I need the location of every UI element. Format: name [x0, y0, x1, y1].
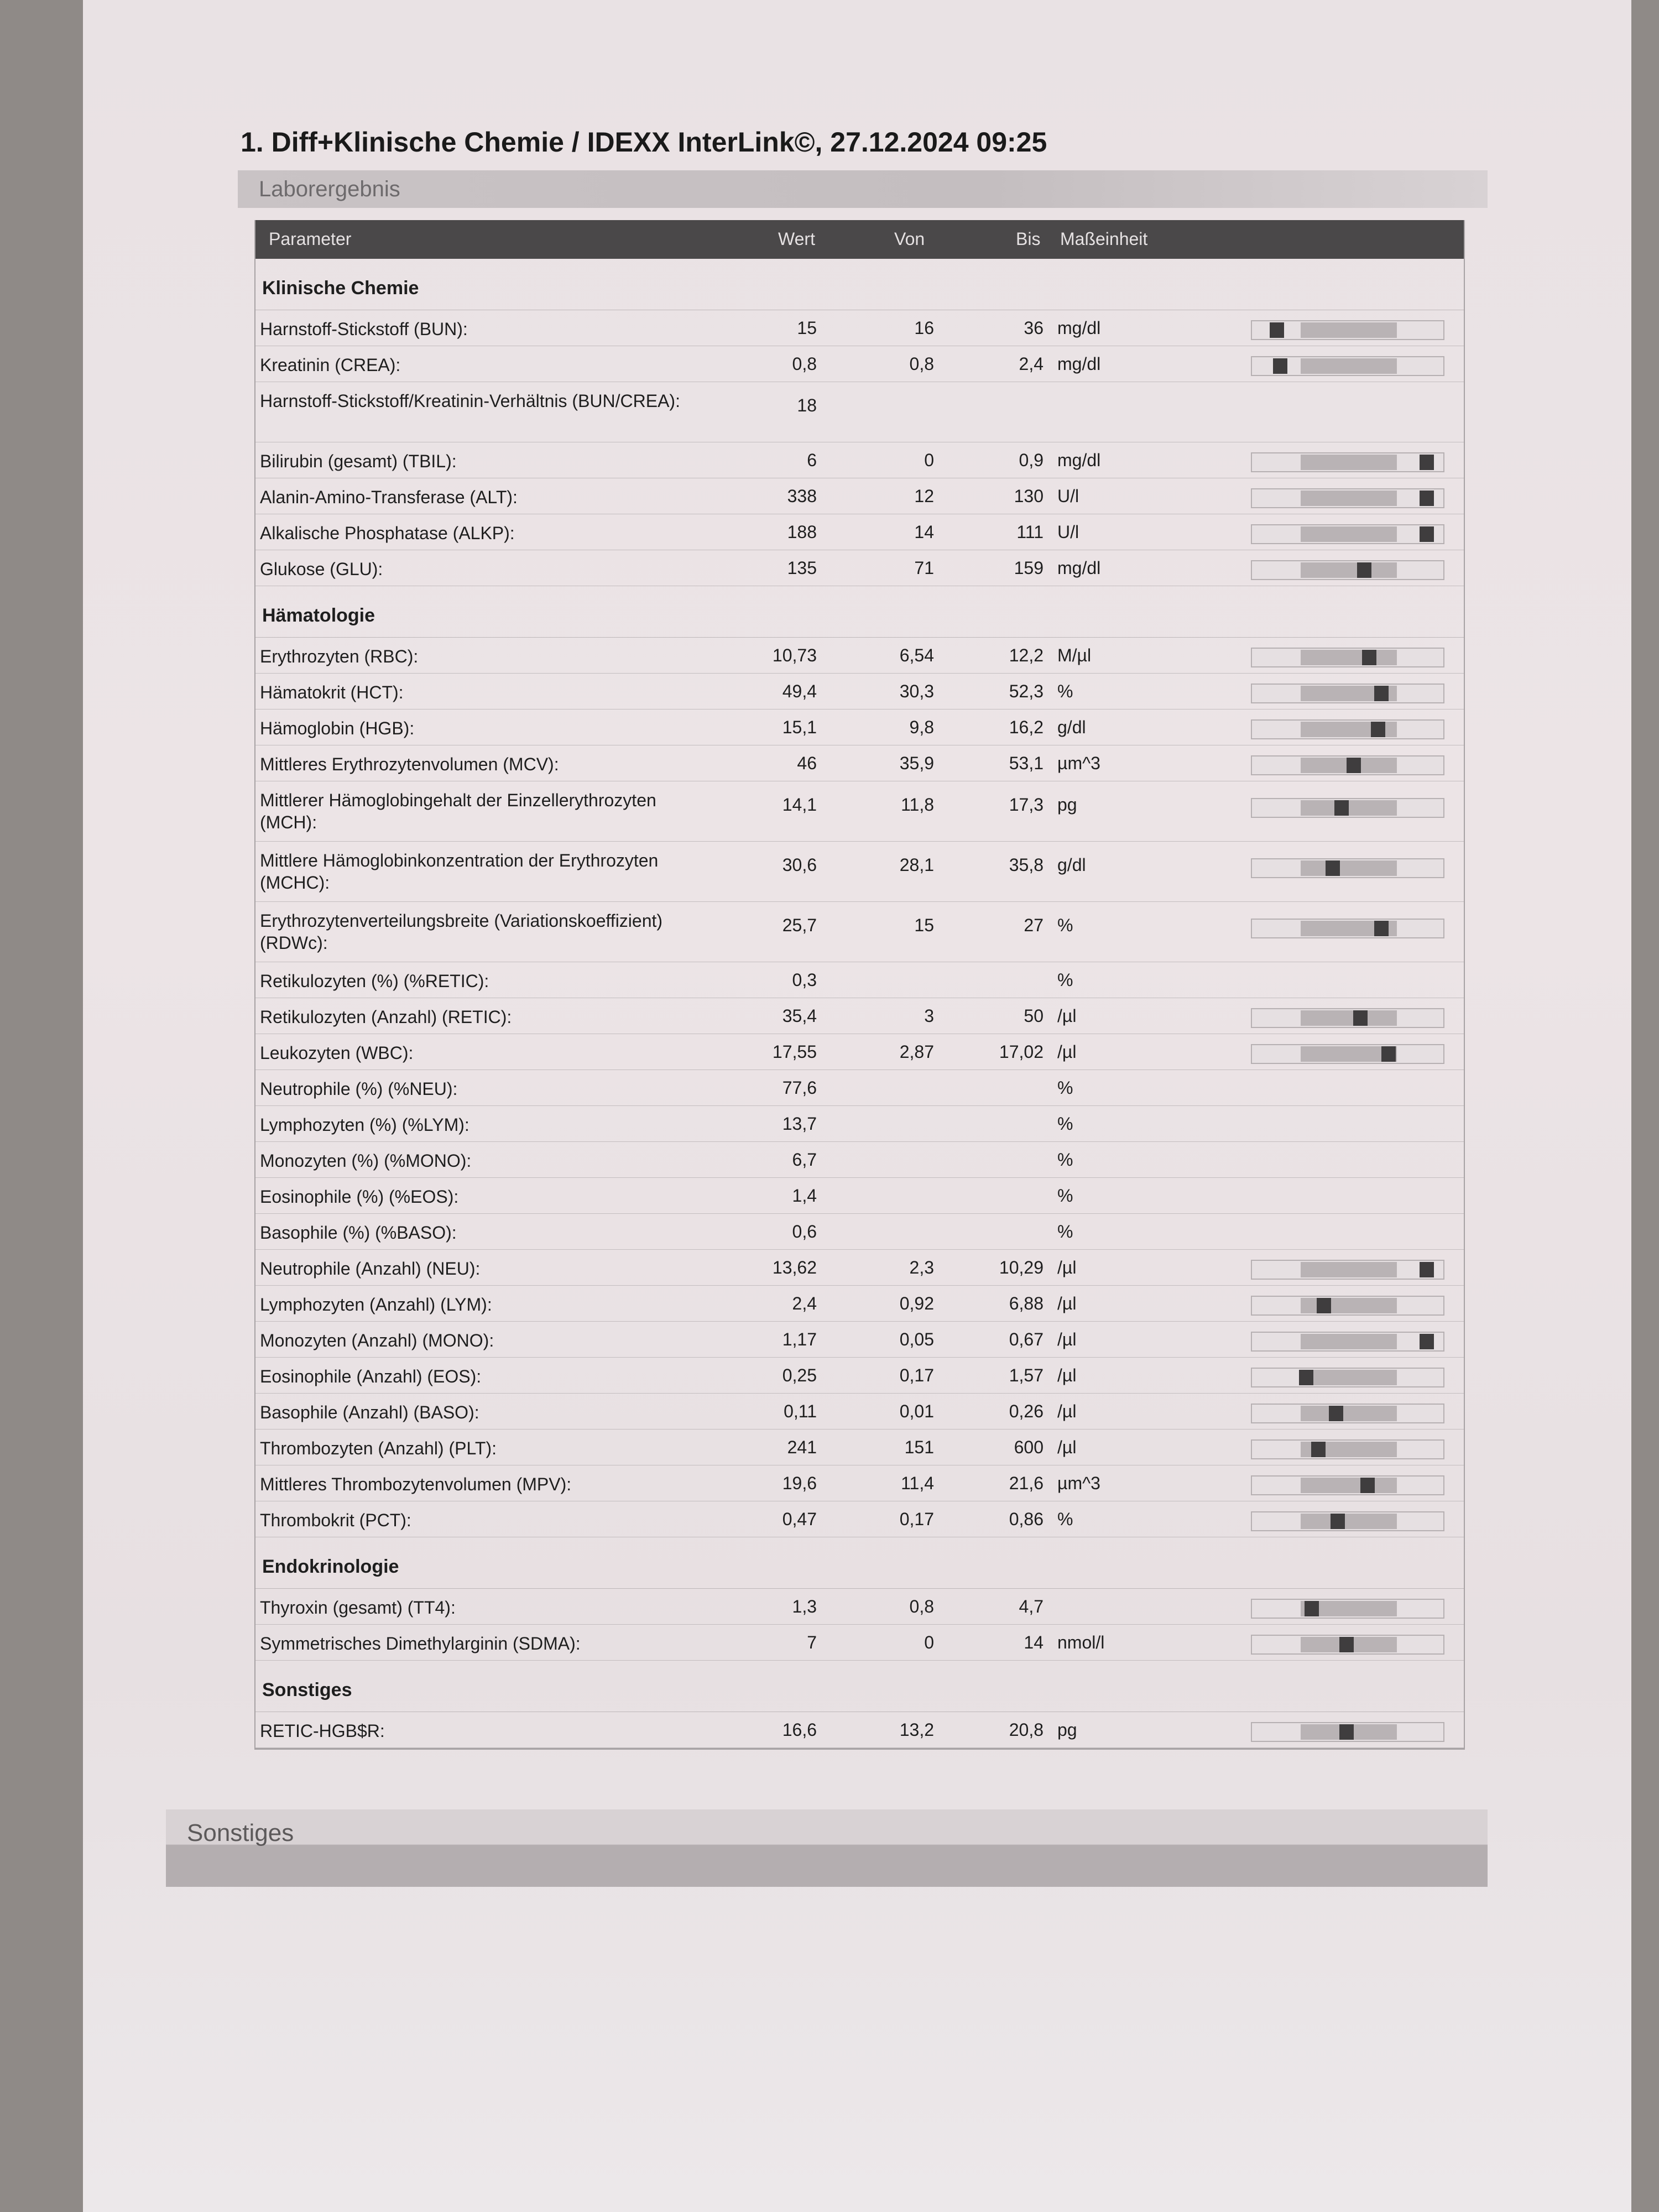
max-cell: 35,8 [1009, 855, 1044, 875]
table-row [255, 1250, 1464, 1286]
parameter-cell: Erythrozytenverteilungsbreite (Variationskoeffizient) (RDWc): [260, 911, 663, 953]
table-row [255, 514, 1464, 550]
unit-cell: % [1057, 1509, 1073, 1529]
value-cell: 188 [787, 522, 817, 542]
reference-range-bar [1251, 1260, 1444, 1280]
table-row [255, 745, 1464, 781]
value-marker [1353, 1010, 1368, 1026]
value-cell: 0,6 [792, 1222, 817, 1241]
value-cell: 15,1 [782, 717, 817, 737]
reference-range-bar [1251, 560, 1444, 580]
min-cell: 9,8 [909, 717, 934, 737]
value-cell: 15 [797, 318, 817, 338]
table-row [255, 346, 1464, 382]
section-header [255, 586, 1464, 638]
value-cell: 17,55 [772, 1042, 817, 1062]
min-cell: 0,17 [899, 1509, 934, 1529]
value-marker [1374, 686, 1389, 701]
table-row [255, 1394, 1464, 1430]
reference-range-normal [1301, 1514, 1397, 1529]
unit-cell: % [1057, 681, 1073, 701]
unit-cell: % [1057, 915, 1073, 935]
value-marker [1331, 1514, 1345, 1529]
unit-cell: g/dl [1057, 717, 1086, 737]
reference-range-bar [1251, 1635, 1444, 1655]
parameter-cell: Basophile (%) (%BASO): [260, 1223, 457, 1243]
unit-cell: /µl [1057, 1437, 1077, 1457]
value-cell: 0,3 [792, 970, 817, 990]
reference-range-normal [1301, 322, 1397, 338]
max-cell: 159 [1014, 558, 1044, 578]
min-cell: 14 [914, 522, 934, 542]
min-cell: 11,8 [901, 795, 934, 815]
table-row [255, 478, 1464, 514]
value-marker [1339, 1724, 1354, 1740]
max-cell: 1,57 [1009, 1365, 1044, 1385]
table-row [255, 1142, 1464, 1178]
unit-cell: pg [1057, 1720, 1077, 1740]
reference-range-normal [1301, 800, 1397, 816]
min-cell: 6,54 [899, 645, 934, 665]
max-cell: 17,02 [999, 1042, 1044, 1062]
table-row [255, 310, 1464, 346]
table-row [255, 638, 1464, 674]
min-cell: 71 [914, 558, 934, 578]
section-bar-label: Laborergebnis [259, 177, 400, 201]
unit-cell: % [1057, 1114, 1073, 1134]
max-cell: 50 [1024, 1006, 1044, 1026]
max-cell: 27 [1024, 915, 1044, 935]
value-marker [1311, 1442, 1326, 1457]
max-cell: 21,6 [1009, 1473, 1044, 1493]
table-row [255, 1286, 1464, 1322]
unit-cell: /µl [1057, 1401, 1077, 1421]
unit-cell: % [1057, 1078, 1073, 1098]
parameter-cell: Monozyten (%) (%MONO): [260, 1151, 472, 1171]
parameter-cell: Lymphozyten (%) (%LYM): [260, 1115, 469, 1135]
max-cell: 14 [1024, 1632, 1044, 1652]
value-marker [1420, 1334, 1434, 1349]
max-cell: 52,3 [1009, 681, 1044, 701]
table-row [255, 962, 1464, 998]
parameter-cell: Hämatokrit (HCT): [260, 682, 404, 702]
reference-range-normal [1301, 1334, 1397, 1349]
footer-bar [166, 1809, 1488, 1887]
reference-range-bar [1251, 1439, 1444, 1459]
max-cell: 111 [1016, 522, 1044, 542]
reference-range-bar [1251, 1599, 1444, 1619]
min-cell: 0 [924, 450, 934, 470]
table-row [255, 1322, 1464, 1358]
reference-range-normal [1301, 1370, 1397, 1385]
unit-cell: /µl [1057, 1293, 1077, 1313]
parameter-cell: Thrombokrit (PCT): [260, 1510, 411, 1530]
max-cell: 130 [1014, 486, 1044, 506]
max-cell: 20,8 [1009, 1720, 1044, 1740]
parameter-cell: Bilirubin (gesamt) (TBIL): [260, 451, 457, 471]
reference-range-bar [1251, 524, 1444, 544]
reference-range-bar [1251, 919, 1444, 938]
parameter-cell: Erythrozyten (RBC): [260, 646, 419, 666]
min-cell: 0 [924, 1632, 934, 1652]
min-cell: 2,3 [909, 1258, 934, 1277]
reference-range-normal [1301, 1010, 1397, 1026]
value-cell: 18 [797, 395, 817, 415]
reference-range-bar [1251, 1722, 1444, 1742]
value-marker [1420, 1262, 1434, 1277]
reference-range-normal [1301, 1406, 1397, 1421]
parameter-cell: Symmetrisches Dimethylarginin (SDMA): [260, 1634, 581, 1653]
value-marker [1362, 650, 1376, 665]
unit-cell: /µl [1057, 1258, 1077, 1277]
parameter-cell: Basophile (Anzahl) (BASO): [260, 1402, 479, 1422]
value-cell: 135 [787, 558, 817, 578]
table-row [255, 1501, 1464, 1537]
min-cell: 11,4 [901, 1473, 934, 1493]
section-title: Sonstiges [262, 1679, 352, 1700]
max-cell: 12,2 [1009, 645, 1044, 665]
lab-results-table [254, 220, 1465, 1750]
parameter-cell: Hämoglobin (HGB): [260, 718, 415, 738]
min-cell: 16 [914, 318, 934, 338]
unit-cell: U/l [1057, 522, 1079, 542]
unit-cell: /µl [1057, 1329, 1077, 1349]
value-marker [1334, 800, 1349, 816]
value-cell: 77,6 [782, 1078, 817, 1098]
section-header [255, 259, 1464, 310]
unit-cell: % [1057, 1186, 1073, 1206]
footer-bar-label: Sonstiges [187, 1819, 294, 1846]
reference-range-normal [1301, 491, 1397, 506]
value-cell: 30,6 [782, 855, 817, 875]
value-cell: 7 [807, 1632, 817, 1652]
parameter-cell: Lymphozyten (Anzahl) (LYM): [260, 1295, 492, 1314]
reference-range-normal [1301, 1298, 1397, 1313]
table-row [255, 781, 1464, 842]
value-marker [1371, 722, 1385, 737]
value-cell: 1,3 [792, 1597, 817, 1616]
header-bis: Bis [1016, 229, 1041, 249]
table-row [255, 382, 1464, 442]
value-cell: 13,7 [782, 1114, 817, 1134]
unit-cell: µm^3 [1057, 1473, 1100, 1493]
section-bar [238, 170, 1488, 208]
parameter-cell: Eosinophile (Anzahl) (EOS): [260, 1366, 482, 1386]
unit-cell: U/l [1057, 486, 1079, 506]
table-row [255, 1214, 1464, 1250]
table-row [255, 1178, 1464, 1214]
parameter-cell: RETIC-HGB$R: [260, 1721, 385, 1741]
unit-cell: % [1057, 1150, 1073, 1170]
table-row [255, 1070, 1464, 1106]
value-marker [1326, 860, 1340, 876]
reference-range-bar [1251, 1044, 1444, 1064]
value-cell: 1,17 [782, 1329, 817, 1349]
min-cell: 12 [914, 486, 934, 506]
reference-range-bar [1251, 356, 1444, 376]
parameter-cell: Retikulozyten (Anzahl) (RETIC): [260, 1007, 512, 1027]
unit-cell: g/dl [1057, 855, 1086, 875]
value-marker [1339, 1637, 1354, 1652]
parameter-cell: Harnstoff-Stickstoff (BUN): [260, 319, 468, 339]
reference-range-bar [1251, 1368, 1444, 1387]
min-cell: 15 [914, 915, 934, 935]
section-title: Klinische Chemie [262, 278, 419, 299]
value-cell: 35,4 [782, 1006, 817, 1026]
table-body [255, 259, 1464, 1748]
reference-range-normal [1301, 455, 1397, 470]
value-marker [1374, 921, 1389, 936]
value-cell: 10,73 [772, 645, 817, 665]
value-marker [1317, 1298, 1331, 1313]
value-cell: 46 [797, 753, 817, 773]
parameter-cell: Alkalische Phosphatase (ALKP): [260, 523, 515, 543]
section-header [255, 1537, 1464, 1589]
min-cell: 35,9 [899, 753, 934, 773]
unit-cell: mg/dl [1057, 318, 1101, 338]
table-row [255, 1465, 1464, 1501]
header-unit: Maßeinheit [1060, 229, 1148, 249]
value-marker [1347, 758, 1361, 773]
reference-range-normal [1301, 562, 1397, 578]
reference-range-bar [1251, 648, 1444, 667]
reference-range-normal [1301, 1262, 1397, 1277]
unit-cell: pg [1057, 795, 1077, 815]
value-marker [1420, 526, 1434, 542]
reference-range-bar [1251, 684, 1444, 703]
parameter-cell: Mittleres Thrombozytenvolumen (MPV): [260, 1474, 572, 1494]
max-cell: 10,29 [999, 1258, 1044, 1277]
table-row [255, 1625, 1464, 1661]
value-cell: 13,62 [772, 1258, 817, 1277]
value-marker [1360, 1478, 1375, 1493]
unit-cell: % [1057, 970, 1073, 990]
unit-cell: µm^3 [1057, 753, 1100, 773]
unit-cell: % [1057, 1222, 1073, 1241]
section-title: Endokrinologie [262, 1556, 399, 1577]
unit-cell: mg/dl [1057, 450, 1101, 470]
unit-cell: mg/dl [1057, 354, 1101, 374]
reference-range-bar [1251, 488, 1444, 508]
value-cell: 6,7 [792, 1150, 817, 1170]
value-cell: 2,4 [792, 1293, 817, 1313]
max-cell: 0,9 [1019, 450, 1044, 470]
reference-range-bar [1251, 1475, 1444, 1495]
unit-cell: mg/dl [1057, 558, 1101, 578]
min-cell: 0,8 [909, 354, 934, 374]
min-cell: 3 [924, 1006, 934, 1026]
min-cell: 13,2 [899, 1720, 934, 1740]
table-row [255, 1430, 1464, 1465]
reference-range-bar [1251, 1008, 1444, 1028]
reference-range-bar [1251, 719, 1444, 739]
header-parameter: Parameter [269, 229, 352, 249]
value-marker [1357, 562, 1371, 578]
max-cell: 53,1 [1009, 753, 1044, 773]
parameter-cell: Thyroxin (gesamt) (TT4): [260, 1598, 456, 1618]
min-cell: 28,1 [899, 855, 934, 875]
table-row [255, 1589, 1464, 1625]
table-row [255, 674, 1464, 709]
reference-range-bar [1251, 798, 1444, 818]
unit-cell: /µl [1057, 1365, 1077, 1385]
value-marker [1305, 1601, 1319, 1616]
max-cell: 2,4 [1019, 354, 1044, 374]
value-cell: 16,6 [782, 1720, 817, 1740]
parameter-cell: Neutrophile (%) (%NEU): [260, 1079, 458, 1099]
reference-range-bar [1251, 1332, 1444, 1352]
parameter-cell: Harnstoff-Stickstoff/Kreatinin-Verhältnis (BUN/CREA): [260, 391, 680, 411]
value-cell: 338 [787, 486, 817, 506]
reference-range-bar [1251, 1296, 1444, 1316]
value-marker [1270, 322, 1284, 338]
reference-range-normal [1301, 526, 1397, 542]
min-cell: 0,8 [909, 1597, 934, 1616]
value-cell: 49,4 [782, 681, 817, 701]
max-cell: 0,67 [1009, 1329, 1044, 1349]
value-cell: 0,47 [782, 1509, 817, 1529]
table-row [255, 442, 1464, 478]
reference-range-bar [1251, 320, 1444, 340]
value-cell: 0,8 [792, 354, 817, 374]
value-marker [1273, 358, 1287, 374]
reference-range-bar [1251, 452, 1444, 472]
max-cell: 0,26 [1009, 1401, 1044, 1421]
reference-range-normal [1301, 358, 1397, 374]
parameter-cell: Thrombozyten (Anzahl) (PLT): [260, 1438, 497, 1458]
table-row [255, 709, 1464, 745]
section-title: Hämatologie [262, 605, 375, 626]
value-cell: 14,1 [782, 795, 817, 815]
reference-range-normal [1301, 650, 1397, 665]
value-cell: 241 [787, 1437, 817, 1457]
min-cell: 2,87 [899, 1042, 934, 1062]
parameter-cell: Neutrophile (Anzahl) (NEU): [260, 1259, 481, 1279]
parameter-cell: Mittlerer Hämoglobingehalt der Einzellerythrozyten (MCH): [260, 790, 656, 832]
min-cell: 0,17 [899, 1365, 934, 1385]
min-cell: 151 [904, 1437, 934, 1457]
reference-range-bar [1251, 755, 1444, 775]
min-cell: 0,01 [899, 1401, 934, 1421]
parameter-cell: Monozyten (Anzahl) (MONO): [260, 1331, 494, 1350]
unit-cell: M/µl [1057, 645, 1092, 665]
unit-cell: /µl [1057, 1042, 1077, 1062]
header-von: Von [894, 229, 925, 249]
table-row [255, 1106, 1464, 1142]
table-row [255, 842, 1464, 902]
value-marker [1381, 1046, 1396, 1062]
reference-range-bar [1251, 1404, 1444, 1423]
reference-range-normal [1301, 1478, 1397, 1493]
unit-cell: /µl [1057, 1006, 1077, 1026]
value-cell: 1,4 [792, 1186, 817, 1206]
value-cell: 19,6 [782, 1473, 817, 1493]
max-cell: 16,2 [1009, 717, 1044, 737]
max-cell: 600 [1014, 1437, 1044, 1457]
max-cell: 6,88 [1009, 1293, 1044, 1313]
table-row [255, 1358, 1464, 1394]
parameter-cell: Glukose (GLU): [260, 559, 383, 579]
header-wert: Wert [778, 229, 815, 249]
parameter-cell: Leukozyten (WBC): [260, 1043, 414, 1063]
reference-range-bar [1251, 858, 1444, 878]
max-cell: 4,7 [1019, 1597, 1044, 1616]
parameter-cell: Mittleres Erythrozytenvolumen (MCV): [260, 754, 559, 774]
unit-cell: nmol/l [1057, 1632, 1105, 1652]
table-header [255, 220, 1464, 259]
table-row [255, 550, 1464, 586]
value-cell: 6 [807, 450, 817, 470]
value-marker [1299, 1370, 1313, 1385]
reference-range-bar [1251, 1511, 1444, 1531]
table-row [255, 998, 1464, 1034]
max-cell: 36 [1024, 318, 1044, 338]
table-row [255, 1034, 1464, 1070]
value-cell: 0,11 [784, 1401, 817, 1421]
page-title: 1. Diff+Klinische Chemie / IDEXX InterLink©, 27.12.2024 09:25 [241, 127, 1047, 158]
parameter-cell: Alanin-Amino-Transferase (ALT): [260, 487, 518, 507]
max-cell: 0,86 [1009, 1509, 1044, 1529]
value-cell: 25,7 [782, 915, 817, 935]
value-marker [1420, 455, 1434, 470]
value-marker [1420, 491, 1434, 506]
min-cell: 30,3 [899, 681, 934, 701]
parameter-cell: Retikulozyten (%) (%RETIC): [260, 971, 489, 991]
table-row [255, 1712, 1464, 1748]
parameter-cell: Kreatinin (CREA): [260, 355, 401, 375]
parameter-cell: Eosinophile (%) (%EOS): [260, 1187, 459, 1207]
min-cell: 0,92 [899, 1293, 934, 1313]
parameter-cell: Mittlere Hämoglobinkonzentration der Erythrozyten (MCHC): [260, 851, 659, 893]
table-row [255, 902, 1464, 962]
reference-range-normal [1301, 860, 1397, 876]
value-marker [1329, 1406, 1343, 1421]
value-cell: 0,25 [782, 1365, 817, 1385]
min-cell: 0,05 [899, 1329, 934, 1349]
max-cell: 17,3 [1009, 795, 1044, 815]
section-header [255, 1661, 1464, 1712]
